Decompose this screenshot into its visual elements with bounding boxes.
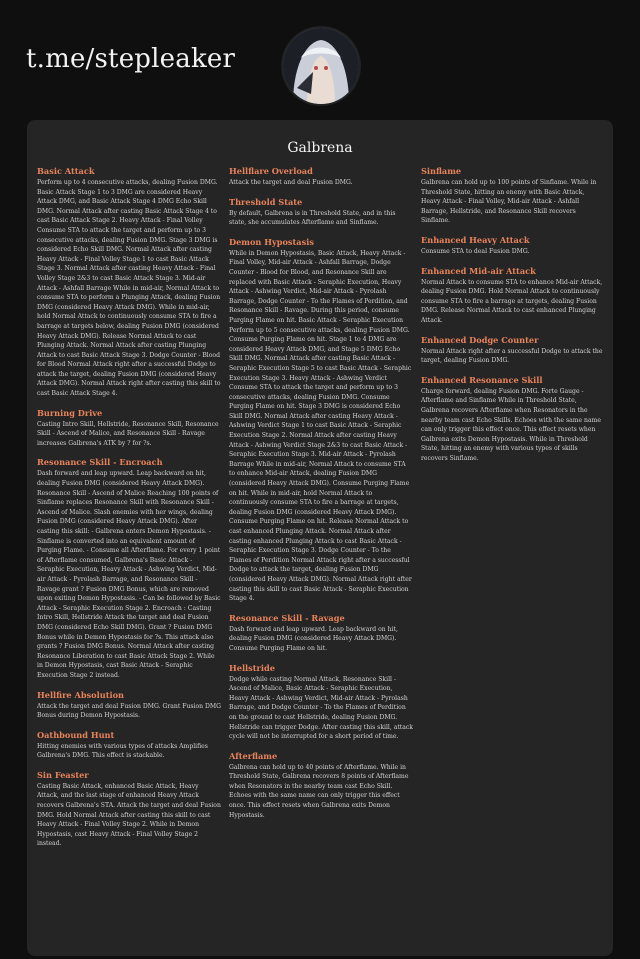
skill-section bbox=[229, 663, 413, 742]
skill-section bbox=[37, 408, 221, 449]
skill-description: Casting Basic Attack, enhanced Basic Attack, Heavy Attack, and the last stage of enhanced Heavy Attack recovers Galbrena's STA. Attack the target and deal Fusion DMG. Hold Normal Attack after casting this skill to cast Heavy Attack - Final Volley Stage 2. While in Demon Hypostasis, cast Heavy Attack - Final Volley Stage 2 instead. bbox=[37, 782, 221, 848]
skill-section bbox=[229, 197, 413, 228]
skill-section bbox=[37, 166, 221, 399]
skill-heading: Hellstride bbox=[229, 662, 275, 673]
skill-heading: Enhanced Resonance Skill bbox=[421, 374, 543, 385]
column-right bbox=[421, 166, 605, 472]
skill-section bbox=[37, 690, 221, 721]
skill-section bbox=[421, 266, 605, 326]
skill-heading: Enhanced Heavy Attack bbox=[421, 234, 530, 245]
skill-description: Normal Attack right after a successful Dodge to attack the target, dealing Fusion DMG. bbox=[421, 347, 603, 365]
skill-description: Consume STA to deal Fusion DMG. bbox=[421, 247, 530, 255]
skill-heading: Burning Drive bbox=[37, 407, 103, 418]
skill-heading: Afterflame bbox=[229, 750, 278, 761]
skill-section bbox=[229, 751, 413, 821]
skill-heading: Sin Feaster bbox=[37, 769, 89, 780]
skill-description: Perform up to 4 consecutive attacks, dealing Fusion DMG. Basic Attack Stage 1 to 3 DMG are considered Heavy Attack DMG, and Basic Attack Stage 4 DMG Echo Skill DMG. Normal Attack after casting Basic Attack Stage 4 to cast Basic Attack Stage 2. Heavy Attack - Final Volley Consume STA to attack the target and perform up to 3 consecutive attacks, dealing Fusion DMG. Stage 3 DMG is considered Echo Skill DMG. Normal Attack after casting Heavy Attack - Final Volley Stage 1 to cast Basic Attack Stage 3. Normal Attack after casting Heavy Attack - Final Volley Stage 2&3 to cast Basic Attack Stage 3. Mid-air Attack - Ashfall Barrage While in mid-air, Normal Attack to consume STA to perform a Plunging Attack, dealing Fusion DMG (considered Heavy Attack DMG). While in mid-air, hold Normal Attack to continuously consume STA to fire a barrage at targets below, dealing Fusion DMG (considered Heavy Attack DMG). Release Normal Attack to cast Plunging Attack. Normal Attack after casting Plunging Attack to cast Basic Attack Stage 3. Dodge Counter - Blood for Blood Normal Attack right after a successful Dodge to attack the target, dealing Fusion DMG (considered Heavy Attack DMG). Normal Attack right after casting this skill to cast Basic Attack Stage 4. bbox=[37, 179, 221, 398]
skill-section bbox=[37, 770, 221, 849]
character-portrait bbox=[283, 28, 359, 104]
page-title: Galbrena bbox=[287, 140, 353, 156]
skill-description: Hitting enemies with various types of attacks Amplifies Galbrena's DMG. This effect is stackable. bbox=[37, 742, 208, 760]
watermark-text: t.me/stepleaker bbox=[26, 44, 236, 74]
skill-description: Galbrena can hold up to 100 points of Sinflame. While in Threshold State, hitting an enemy with Basic Attack, Heavy Attack - Final Volley, Mid-air Attack - Ashfall Barrage, Hellstride, and Resonance Skill recovers Sinflame. bbox=[421, 179, 597, 225]
skill-description: Galbrena can hold up to 40 points of Afterflame. While in Threshold State, Galbrena recovers 8 points of Afterflame when Resonators in the nearby team cast Echo Skill. Echoes with the same name can only trigger this effect once. This effect resets when Galbrena exits Demon Hypostasis. bbox=[229, 763, 409, 819]
portrait-illustration-icon bbox=[283, 28, 359, 104]
skill-description: Normal Attack to consume STA to enhance Mid-air Attack, dealing Fusion DMG. Hold Normal Attack to continuously consume STA to fire a barrage at targets, dealing Fusion DMG. Release Normal Attack to cast enhanced Plunging Attack. bbox=[421, 278, 603, 324]
skill-heading: Hellflare Overload bbox=[229, 166, 313, 176]
column-middle bbox=[229, 166, 413, 829]
skill-section bbox=[421, 335, 605, 366]
column-left bbox=[37, 166, 221, 858]
skill-card bbox=[27, 120, 613, 956]
skill-heading: Enhanced Dodge Counter bbox=[421, 334, 539, 345]
skill-description: Attack the target and deal Fusion DMG. Grant Fusion DMG Bonus during Demon Hypostasis. bbox=[37, 702, 221, 720]
skill-section bbox=[229, 237, 413, 604]
skill-heading: Threshold State bbox=[229, 196, 303, 207]
skill-heading: Sinflame bbox=[421, 166, 462, 176]
skill-description: While in Demon Hypostasis, Basic Attack, Heavy Attack - Final Volley, Mid-air Attack - Ashfall Barrage, Dodge Counter - Blood for Blood, and Resonance Skill are replaced with Basic Attack - Seraphic Execution, Heavy Attack - Ashwing Verdict, Mid-air Attack - Pyrolash Barrage, Dodge Counter - To the Flames of Perdition, and Resonance Skill - Ravage. During this period, consume Purging Flame on hit. Basic Attack - Seraphic Execution Perform up to 5 consecutive attacks, dealing Fusion DMG. Consume Purging Flame on hit. Stage 1 to 4 DMG are considered Heavy Attack DMG, and Stage 5 DMG Echo Skill DMG. Normal Attack after casting Basic Attack - Seraphic Execution Stage 5 to cast Basic Attack - Seraphic Execution Stage 3. Heavy Attack - Ashwing Verdict Consume STA to attack the target and perform up to 3 consecutive attacks, dealing Fusion DMG. Consume Purging Flame on hit. Stage 3 DMG is considered Echo Skill DMG. Normal Attack after casting Heavy Attack - Ashwing Verdict Stage 1 to cast Basic Attack - Seraphic Execution Stage 2. Normal Attack after casting Heavy Attack - Ashwing Verdict Stage 2&3 to cast Basic Attack - Seraphic Execution Stage 3. Mid-air Attack - Pyrolash Barrage While in mid-air, Normal Attack to consume STA to enhance Mid-air Attack, dealing Fusion DMG (considered Heavy Attack DMG). Consume Purging Flame on hit. While in mid-air, hold Normal Attack to continuously consume STA to fire a barrage at targets, dealing Fusion DMG (considered Heavy Attack DMG). Consume Purging Flame on hit. Release Normal Attack to cast enhanced Plunging Attack. Normal Attack after casting enhanced Plunging Attack to cast Basic Attack - Seraphic Execution Stage 3. Dodge Counter - To the Flames of Perdition Normal Attack right after a successful Dodge to attack the target, dealing Fusion DMG (considered Heavy Attack DMG). Normal Attack right after casting this skill to cast Basic Attack - Seraphic Execution Stage 4. bbox=[229, 249, 412, 603]
skill-heading: Demon Hypostasis bbox=[229, 236, 314, 247]
skill-description: Charge forward, dealing Fusion DMG. Forte Gauge - Afterflame and Sinflame While in Threshold State, Galbrena recovers Afterflame when Resonators in the nearby team cast Echo Skills. Echoes with the same name can only trigger this effect once. This effect resets when Galbrena exits Demon Hypostasis. While in Threshold State, hitting an enemy with various types of skills recovers Sinflame. bbox=[421, 387, 601, 462]
skill-description: Attack the target and deal Fusion DMG. bbox=[229, 179, 353, 186]
skill-section bbox=[421, 375, 605, 464]
skill-description: Dodge while casting Normal Attack, Resonance Skill - Ascend of Malice, Basic Attack - Seraphic Execution, Heavy Attack - Ashwing Verdict, Mid-air Attack - Pyrolash Barrage, and Dodge Counter - To the Flames of Perdition on the ground to cast Hellstride, dealing Fusion DMG. Hellstride can trigger Dodge. After casting this skill, attack cycle will not be interrupted for a short period of time. bbox=[229, 675, 413, 741]
skill-heading: Resonance Skill - Ravage bbox=[229, 612, 345, 623]
skill-section bbox=[37, 730, 221, 761]
header bbox=[0, 0, 640, 118]
skill-section bbox=[229, 166, 413, 188]
skill-heading: Hellfire Absolution bbox=[37, 689, 125, 700]
skill-description: By default, Galbrena is in Threshold State, and in this state, she accumulates Afterflame and Sinflame. bbox=[229, 209, 396, 227]
skill-heading: Basic Attack bbox=[37, 166, 95, 176]
skill-heading: Oathbound Hunt bbox=[37, 729, 115, 740]
skill-section bbox=[421, 235, 605, 257]
skill-description: Dash forward and leap upward. Leap backward on hit, dealing Fusion DMG (considered Heavy Attack DMG). Resonance Skill - Ascend of Malice Reaching 100 points of Sinflame replaces Resonance Skill with Resonance Skill - Ascend of Malice. Slash enemies with her wings, dealing Fusion DMG (considered Heavy Attack DMG). After casting this skill: - Galbrena enters Demon Hypostasis. - Sinflame is converted into an equivalent amount of Purging Flame. - Consume all Afterflame. For every 1 point of Afterflame consumed, Galbrena's Basic Attack - Seraphic Execution, Heavy Attack - Ashwing Verdict, Mid-air Attack - Pyrolash Barrage, and Resonance Skill - Ravage grant ? Fusion DMG Bonus, which are removed upon exiting Demon Hypostasis. - Can be followed by Basic Attack - Seraphic Execution Stage 2. Encroach : Casting Intro Skill, Hellstride Attack the target and deal Fusion DMG (considered Echo Skill DMG). Grant ? Fusion DMG Bonus while in Demon Hypostasis for ?s. This attack also grants ? Fusion DMG Bonus. Normal Attack after casting Resonance Liberation to cast Basic Attack Stage 2. While in Demon Hypostasis, cast Basic Attack - Seraphic Execution Stage 2 instead. bbox=[37, 470, 221, 679]
skill-section bbox=[421, 166, 605, 226]
skill-description: Casting Intro Skill, Hellstride, Resonance Skill, Resonance Skill - Ascend of Malice, and Resonance Skill - Ravage increases Galbrena's ATK by ? for ?s. bbox=[37, 420, 219, 447]
skill-heading: Enhanced Mid-air Attack bbox=[421, 265, 536, 276]
skill-description: Dash forward and leap upward. Leap backward on hit, dealing Fusion DMG (considered Heavy Attack DMG). Consume Purging Flame on hit. bbox=[229, 625, 398, 652]
skill-section bbox=[229, 613, 413, 654]
skill-heading: Resonance Skill - Encroach bbox=[37, 457, 163, 468]
skill-section bbox=[37, 457, 221, 680]
